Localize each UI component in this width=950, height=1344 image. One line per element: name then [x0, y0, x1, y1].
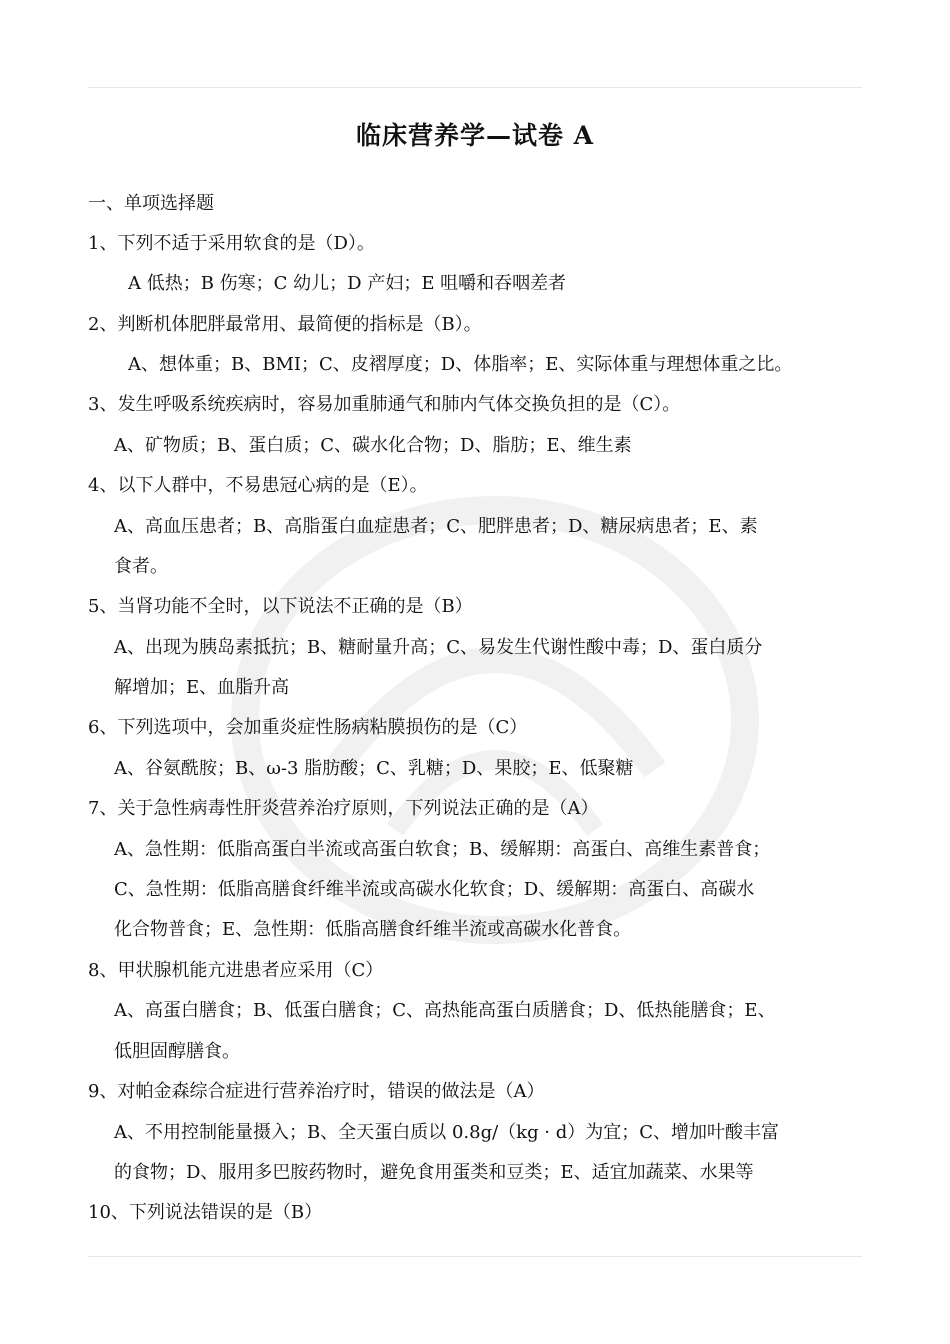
question-8-options-line2: 低胆固醇膳食。	[114, 1041, 240, 1062]
section-heading: 一、单项选择题	[88, 193, 214, 214]
question-2-stem: 2、判断机体肥胖最常用、最简便的指标是（B）。	[88, 314, 482, 335]
question-6-stem: 6、下列选项中，会加重炎症性肠病粘膜损伤的是（C）	[88, 717, 528, 738]
page-title: 临床营养学—试卷 A	[355, 121, 595, 150]
question-7-options-line1: A、急性期：低脂高蛋白半流或高蛋白软食；B、缓解期：高蛋白、高维生素普食；	[114, 839, 771, 860]
question-7-options-line2: C、急性期：低脂高膳食纤维半流或高碳水化软食；D、缓解期：高蛋白、高碳水	[114, 879, 755, 900]
header-rule	[88, 87, 862, 88]
question-1-stem: 1、下列不适于采用软食的是（D）。	[88, 233, 375, 254]
question-9-options-line2: 的食物；D、服用多巴胺药物时，避免食用蛋类和豆类；E、适宜加蔬菜、水果等	[114, 1162, 754, 1183]
question-7-options-line3: 化合物普食；E、急性期：低脂高膳食纤维半流或高碳水化普食。	[114, 919, 632, 940]
footer-rule	[88, 1256, 862, 1257]
question-2-options: A、想体重；B、BMI；C、皮褶厚度；D、体脂率；E、实际体重与理想体重之比。	[128, 354, 793, 375]
question-10-stem: 10、下列说法错误的是（B）	[88, 1202, 323, 1223]
question-5-stem: 5、当肾功能不全时，以下说法不正确的是（B）	[88, 596, 473, 617]
question-1-options: A 低热；B 伤寒；C 幼儿；D 产妇；E 咀嚼和吞咽差者	[128, 273, 567, 294]
question-9-stem: 9、对帕金森综合症进行营养治疗时，错误的做法是（A）	[88, 1081, 545, 1102]
question-5-options-line2: 解增加；E、血脂升高	[114, 677, 290, 698]
question-8-stem: 8、甲状腺机能亢进患者应采用（C）	[88, 960, 384, 981]
question-8-options-line1: A、高蛋白膳食；B、低蛋白膳食；C、高热能高蛋白质膳食；D、低热能膳食；E、	[114, 1000, 776, 1021]
question-6-options: A、谷氨酰胺；B、ω-3 脂肪酸；C、乳糖；D、果胶；E、低聚糖	[114, 758, 634, 779]
question-3-stem: 3、发生呼吸系统疾病时，容易加重肺通气和肺内气体交换负担的是（C）。	[88, 394, 681, 415]
question-4-options-line2: 食者。	[114, 556, 168, 577]
question-7-stem: 7、关于急性病毒性肝炎营养治疗原则，下列说法正确的是（A）	[88, 798, 599, 819]
question-9-options-line1: A、不用控制能量摄入；B、全天蛋白质以 0.8g/（kg · d）为宜；C、增加叶酸丰富	[114, 1122, 780, 1143]
question-4-stem: 4、以下人群中，不易患冠心病的是（E）。	[88, 475, 428, 496]
question-4-options-line1: A、高血压患者；B、高脂蛋白血症患者；C、肥胖患者；D、糖尿病患者；E、素	[114, 516, 758, 537]
question-3-options: A、矿物质；B、蛋白质；C、碳水化合物；D、脂肪；E、维生素	[114, 435, 632, 456]
question-5-options-line1: A、出现为胰岛素抵抗；B、糖耐量升高；C、易发生代谢性酸中毒；D、蛋白质分	[114, 637, 763, 658]
